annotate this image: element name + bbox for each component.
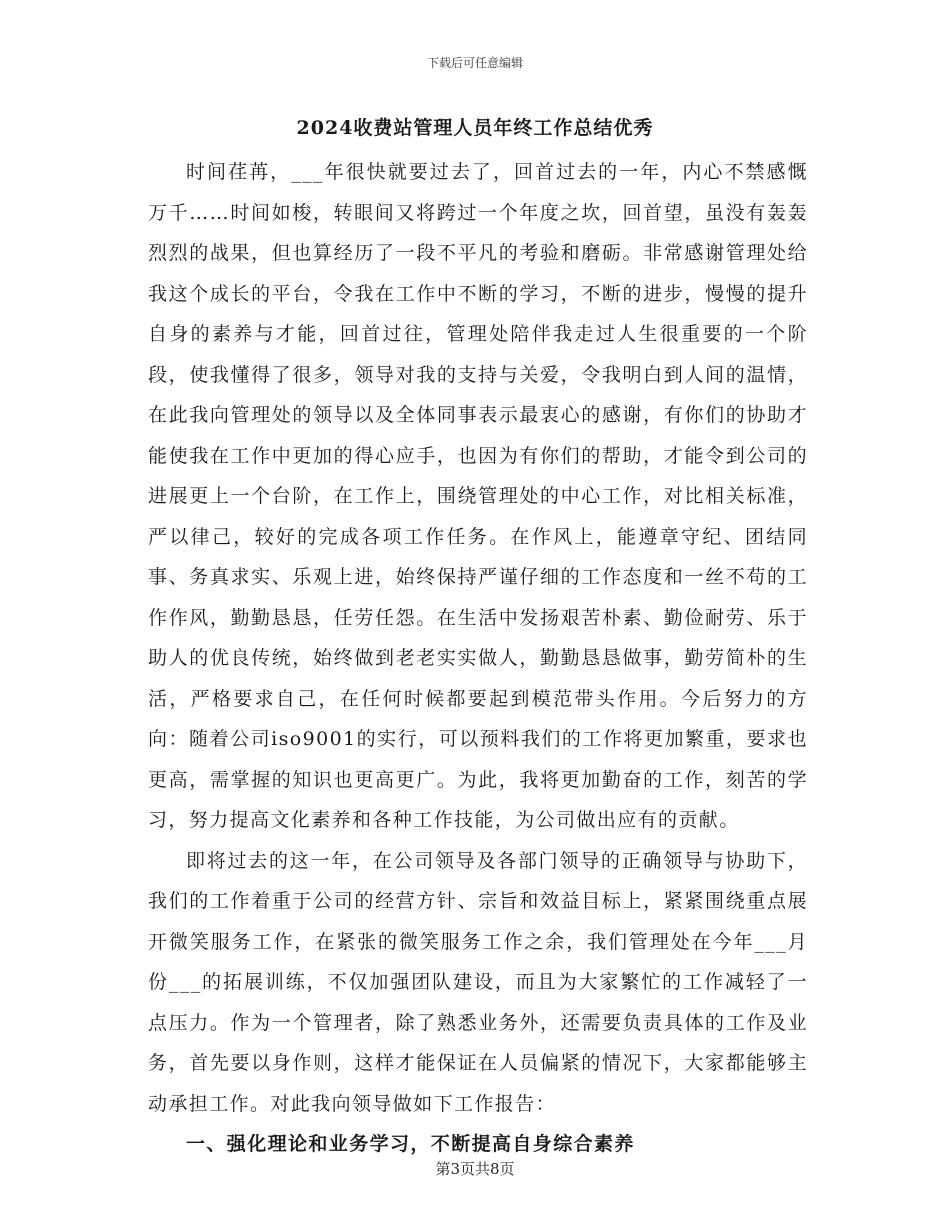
page-number: 第3页共8页 [435, 1160, 515, 1178]
header-note: 下载后可任意编辑 [426, 56, 523, 70]
section-heading: 一、强化理论和业务学习，不断提高自身综合素养 [186, 1133, 635, 1155]
document-title: 2024收费站管理人员年终工作总结优秀 [296, 117, 654, 139]
paragraph-1: 时间荏苒，___年很快就要过去了，回首过去的一年，内心不禁感慨万千……时间如梭，转眼间又将跨过一个年度之坎，回首望，虽没有轰轰烈烈的战果，但也算经历了一段不平凡的考验和磨砺。非常感谢管理处给我这个成长的平台，令我在工作中不断的学习，不断的进步，慢慢的提升自身的素养与才能，回首过往，管理处陪伴我走过人生很重要的一个阶段，使我懂得了很多，领导对我的支持与关爱，令我明白到人间的温情，在此我向管理处的领导以及全体同事表示最衷心的感谢，有你们的协助才能使我在工作中更加的得心应手，也因为有你们的帮助，才能令到公司的进展更上一个台阶，在工作上，围绕管理处的中心工作，对比相关标准，严以律己，较好的完成各项工作任务。在作风上，能遵章守纪、团结同事、务真求实、乐观上进，始终保持严谨仔细的工作态度和一丝不苟的工作作风，勤勤恳恳，任劳任怨。在生活中发扬艰苦朴素、勤俭耐劳、乐于助人的优良传统，始终做到老老实实做人，勤勤恳恳做事，勤劳简朴的生活，严格要求自己，在任何时候都要起到模范带头作用。今后努力的方向：随着公司iso9001的实行，可以预料我们的工作将更加繁重，要求也更高，需掌握的知识也更高更广。为此，我将更加勤奋的工作，刻苦的学习，努力提高文化素养和各种工作技能，为公司做出应有的贡献。 [148, 161, 808, 831]
document-body [148, 152, 808, 1165]
paragraph-2: 即将过去的这一年，在公司领导及各部门领导的正确领导与协助下，我们的工作着重于公司的经营方针、宗旨和效益目标上，紧紧围绕重点展开微笑服务工作，在紧张的微笑服务工作之余，我们管理处在今年___月份___的拓展训练，不仅加强团队建设，而且为大家繁忙的工作减轻了一点压力。作为一个管理者，除了熟悉业务外，还需要负责具体的工作及业务，首先要以身作则，这样才能保证在人员偏紧的情况下，大家都能够主动承担工作。对此我向领导做如下工作报告： [148, 849, 808, 1115]
